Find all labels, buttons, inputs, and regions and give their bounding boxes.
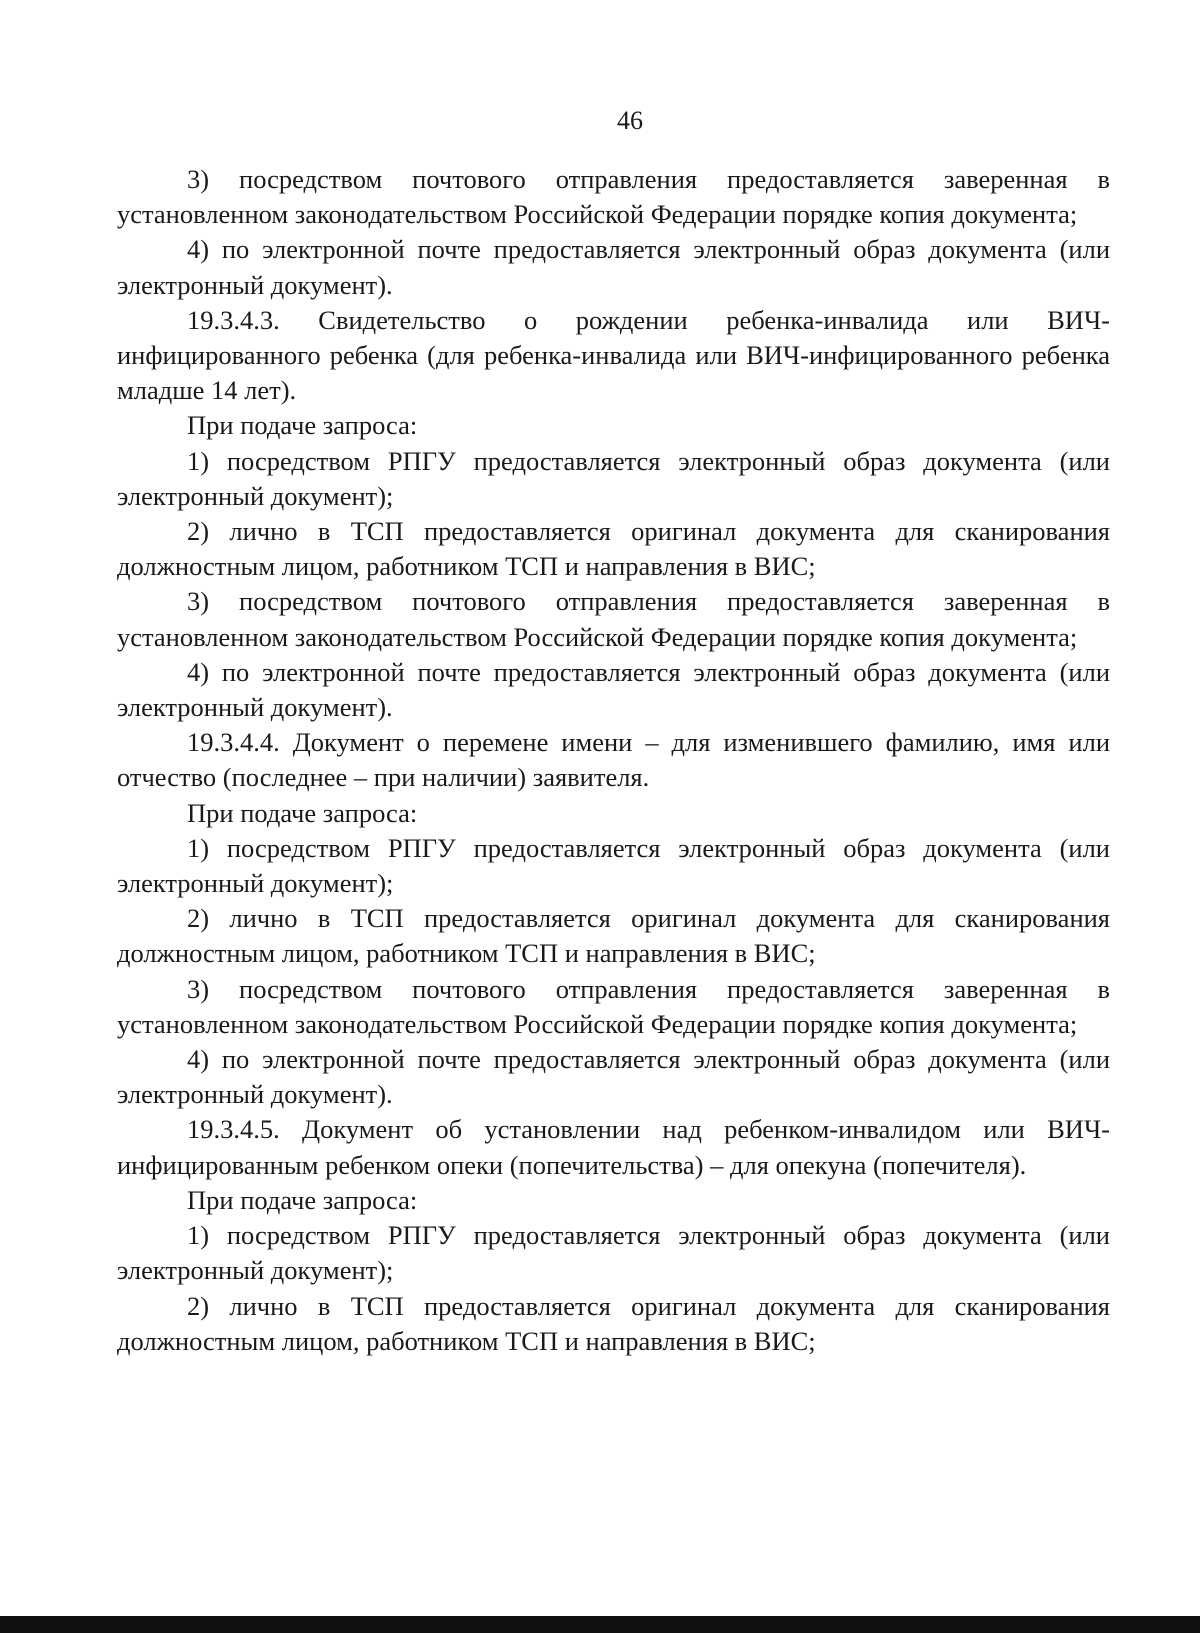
- paragraph: При подаче запроса:: [187, 1184, 418, 1215]
- paragraph: При подаче запроса:: [187, 410, 418, 441]
- paragraph: 1) посредством РПГУ предоставляется электронный образ документа (или электронный документ);: [117, 445, 1110, 511]
- page-number: 46: [617, 106, 643, 135]
- paragraph: 4) по электронной почте предоставляется электронный образ документа (или электронный документ).: [117, 1044, 1110, 1110]
- paragraph: 3) посредством почтового отправления предоставляется заверенная в установленном законодательством Российской Федерации порядке копия документа;: [117, 586, 1110, 652]
- paragraph: 4) по электронной почте предоставляется электронный образ документа (или электронный документ).: [117, 234, 1110, 300]
- paragraph: 2) лично в ТСП предоставляется оригинал документа для сканирования должностным лицом, работником ТСП и направления в ВИС;: [117, 516, 1110, 582]
- section-heading-19-3-4-4: 19.3.4.4. Документ о перемене имени – для изменившего фамилию, имя или отчество (последнее – при наличии) заявителя.: [117, 727, 1110, 793]
- paragraph: 2) лично в ТСП предоставляется оригинал документа для сканирования должностным лицом, работником ТСП и направления в ВИС;: [117, 1290, 1110, 1356]
- paragraph: 3) посредством почтового отправления предоставляется заверенная в установленном законодательством Российской Федерации порядке копия документа;: [117, 973, 1110, 1039]
- paragraph: 1) посредством РПГУ предоставляется электронный образ документа (или электронный документ);: [117, 832, 1110, 899]
- section-heading-19-3-4-3: 19.3.4.3. Свидетельство о рождении ребенка-инвалида или ВИЧ-инфицированного ребенка (для ребенка-инвалида или ВИЧ-инфицированного ребенка младше 14 лет).: [117, 304, 1110, 406]
- scan-edge-bar: [0, 1616, 1200, 1633]
- paragraph: 2) лично в ТСП предоставляется оригинал документа для сканирования должностным лицом, работником ТСП и направления в ВИС;: [117, 903, 1110, 969]
- paragraph: 3) посредством почтового отправления предоставляется заверенная в установленном законодательством Российской Федерации порядке копия документа;: [117, 164, 1110, 230]
- document-body: [117, 162, 1110, 1359]
- section-heading-19-3-4-5: 19.3.4.5. Документ об установлении над ребенком-инвалидом или ВИЧ-инфицированным ребенком опеки (попечительства) – для опекуна (попечителя).: [117, 1114, 1110, 1180]
- paragraph: 1) посредством РПГУ предоставляется электронный образ документа (или электронный документ);: [117, 1220, 1110, 1286]
- paragraph: 4) по электронной почте предоставляется электронный образ документа (или электронный документ).: [117, 656, 1110, 723]
- paragraph: При подаче запроса:: [187, 797, 418, 828]
